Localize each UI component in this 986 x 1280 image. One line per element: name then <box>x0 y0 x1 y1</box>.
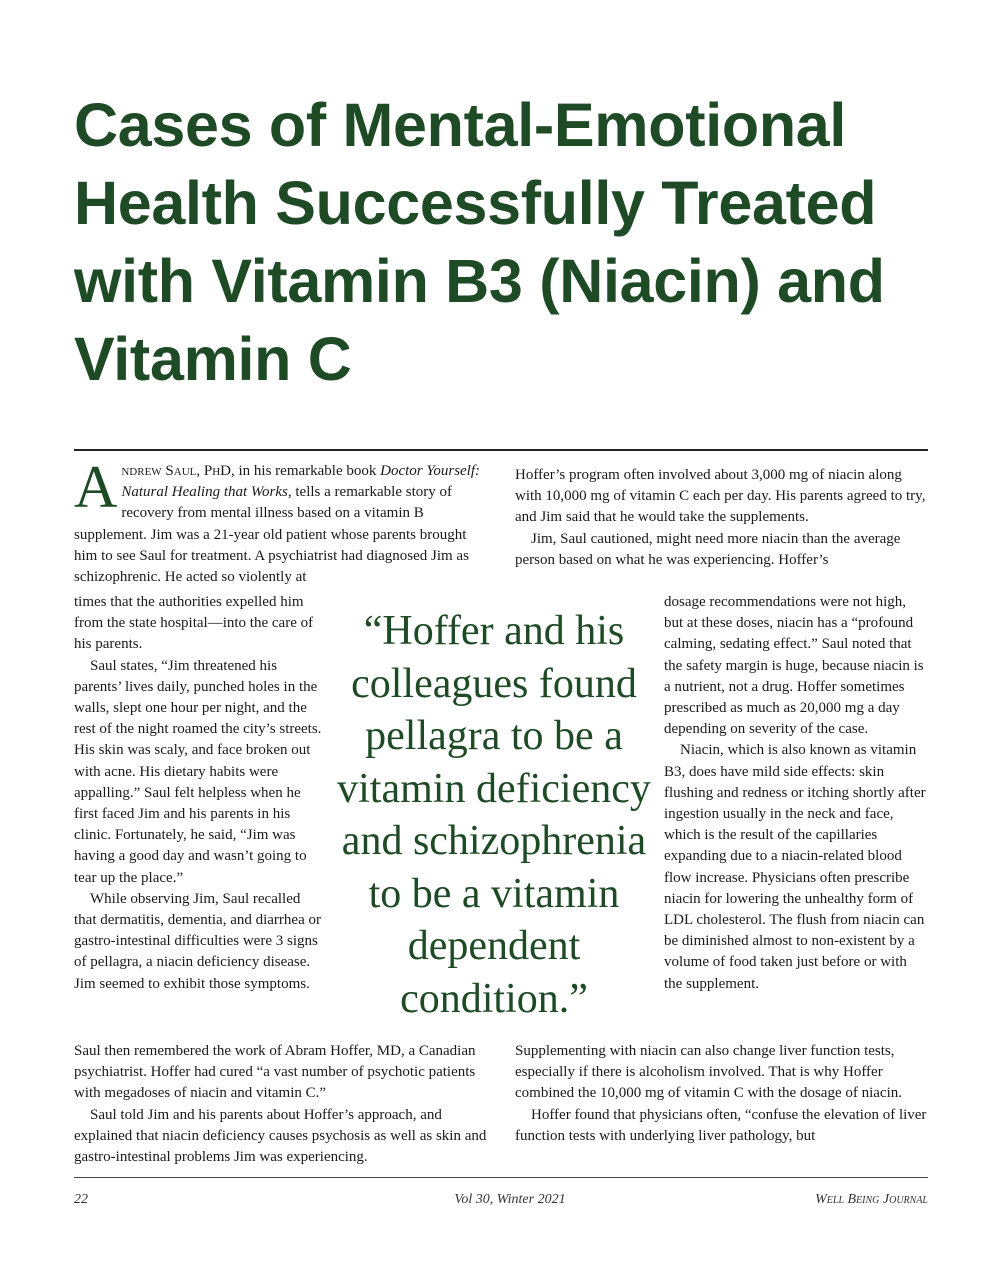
paragraph: Hoffer found that physicians often, “confuse the elevation of liver function tests with underlying liver pathology, but <box>515 1106 927 1144</box>
article-title <box>74 86 934 398</box>
title-divider <box>74 449 928 451</box>
paragraph: Supplementing with niacin can also change liver function tests, especially if there is alcoholism involved. That is why Hoffer combined the 10,000 mg of vitamin C with the dosage of niacin. <box>515 1043 903 1102</box>
paragraph: Hoffer’s program often involved about 3,000 mg of niacin along with 10,000 mg of vitamin C each per day. His parents agreed to try, and Jim said that he would take the supplements. <box>515 467 926 526</box>
paragraph: Saul told Jim and his parents about Hoffer’s approach, and explained that niacin deficiency causes psychosis as well as skin and gastro-intestinal problems Jim was experiencing. <box>74 1106 487 1166</box>
pull-quote-line: dependent <box>407 923 581 969</box>
pull-quote-line: “Hoffer and his <box>363 608 625 654</box>
paragraph: times that the authorities expelled him from the state hospital—into the care of his parents. <box>74 594 314 653</box>
pull-quote-line: to be a vitamin <box>368 870 620 917</box>
pull-quote <box>324 605 664 1025</box>
paragraph: While observing Jim, Saul recalled that dermatitis, dementia, and diarrhea or gastro-intestinal difficulties were 3 signs of pellagra, a niacin deficiency disease. Jim seemed to exhibit those symptoms. <box>74 890 321 992</box>
column-1-bottom <box>74 1041 488 1168</box>
paragraph: Saul states, “Jim threatened his parents’ lives daily, punched holes in the walls, slept one hour per night, and the rest of the night roamed the city’s streets. His skin was scaly, and face broken out with acne. His dietary habits were appalling.” Saul felt helpless when he first faced Jim and his parents in his clinic. Fortunately, he said, “Jim was having a good day and wasn’t going to tear up the place.” <box>74 657 322 886</box>
column-2-top <box>515 465 927 571</box>
issue-info: Vol 30, Winter 2021 <box>454 1192 566 1207</box>
column-1-top <box>74 454 486 588</box>
title-line: Health Successfully Treated <box>74 169 877 237</box>
opening-paragraph: Andrew Saul, PhD, in his remarkable book Doctor Yourself: Natural Healing that Works, tells a remarkable story of recovery from mental illness based on a vitamin B supplement. Jim was a 21-year old patient whose parents brought him to see Saul for treatment. A psychiatrist had diagnosed Jim as schizophrenic. He acted so violently at <box>74 454 481 586</box>
pull-quote-line: condition.” <box>400 975 588 1022</box>
publication-name: Well Being Journal <box>815 1192 928 1207</box>
title-line: with Vitamin B3 (Niacin) and <box>74 247 885 315</box>
title-line: Cases of Mental-Emotional <box>74 91 847 159</box>
column-2-wrap <box>664 592 928 995</box>
paragraph: Saul then remembered the work of Abram Hoffer, MD, a Canadian psychiatrist. Hoffer had cured “a vast number of psychotic patients with megadoses of niacin and vitamin C.” <box>74 1043 476 1102</box>
paragraph: Niacin, which is also known as vitamin B3, does have mild side effects: skin flushing and redness or itching shortly after ingestion usually in the neck and face, which is the result of the capillaries expanding due to a niacin-related blood flow increase. Physicians often prescribe niacin for lowering the unhealthy form of LDL cholesterol. The flush from niacin can be diminished almost to non-existent by a volume of food taken just before or with the supplement. <box>664 742 926 992</box>
drop-cap: A <box>74 454 118 520</box>
pull-quote-line: and schizophrenia <box>341 818 647 864</box>
pull-quote-line: colleagues found <box>351 660 637 707</box>
paragraph: dosage recommendations were not high, but at these doses, niacin has a “profound calming, sedating effect.” Saul noted that the safety margin is huge, because niacin is a nutrient, not a drug. Hoffer sometimes prescribed as much as 20,000 mg a day depending on severity of the case. <box>664 594 924 738</box>
paragraph: Jim, Saul cautioned, might need more niacin than the average person based on what he was experiencing. Hoffer’s <box>515 530 901 568</box>
author-name: ndrew Saul, PhD, <box>121 463 235 479</box>
page-number: 22 <box>74 1192 88 1207</box>
column-1-wrap <box>74 592 324 995</box>
pull-quote-line: pellagra to be a <box>365 713 623 759</box>
title-line: Vitamin C <box>74 325 352 393</box>
pull-quote-line: vitamin deficiency <box>337 765 651 812</box>
column-2-bottom <box>515 1041 929 1147</box>
book-title: Doctor Yourself: Natural Healing that Works, <box>121 463 481 501</box>
footer-divider <box>74 1177 928 1178</box>
